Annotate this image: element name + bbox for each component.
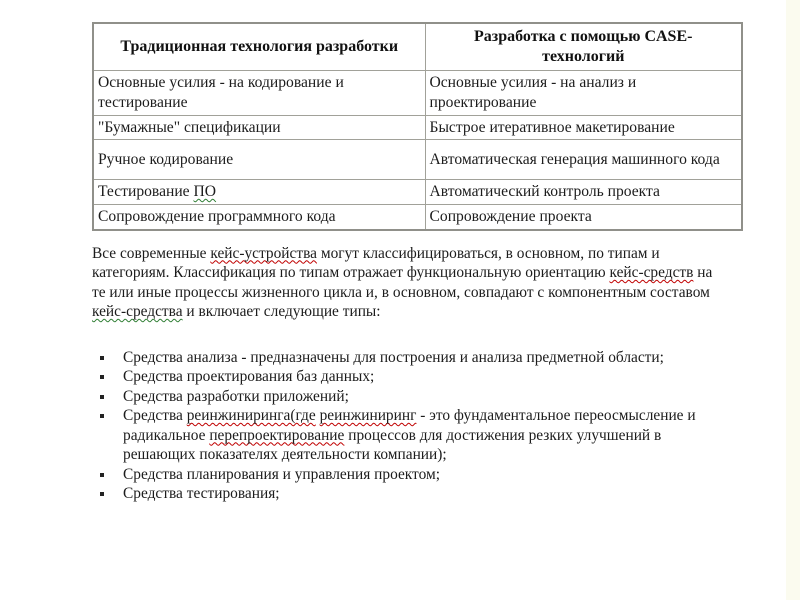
table-row [93, 115, 742, 140]
list-item-text [123, 349, 664, 366]
text-run: Средства планирования и управления проектом; [123, 465, 441, 483]
table-cell [93, 204, 425, 229]
list-item-text [123, 466, 440, 483]
bullet-icon [100, 356, 104, 360]
list-item-text [123, 485, 280, 502]
table-cell [425, 140, 742, 180]
bullet-icon [100, 473, 104, 477]
intro-paragraph [92, 244, 714, 322]
table-header-row [93, 23, 742, 71]
slide-content [92, 22, 752, 504]
text-run: процессов для достижения резких улучшений в решающих показателях деятельности компании); [123, 426, 662, 464]
text-run: Средства проектирования баз данных; [123, 368, 375, 386]
text-run: на те или иные процессы жизненного цикла и, в основном, совпадают с компонентным составом [92, 264, 713, 301]
bullet-icon [100, 395, 104, 399]
text-run: Средства разработки приложений; [123, 387, 349, 405]
text-run: Автоматический контроль проекта [429, 183, 660, 201]
bullet-icon [100, 414, 104, 418]
list-item-text [123, 388, 349, 405]
misspelled-word: кейс-устройства [210, 244, 317, 262]
table-cell [425, 204, 742, 229]
text-run: и включает следующие типы: [182, 303, 381, 321]
bullet-icon [100, 492, 104, 496]
text-run: Средства [123, 407, 187, 425]
table-cell [425, 71, 742, 115]
text-run: Ручное кодирование [98, 150, 234, 168]
misspelled-word: реинжиниринг [319, 407, 417, 425]
list-item [92, 367, 720, 387]
table-cell [425, 180, 742, 205]
list-item-text [123, 368, 374, 385]
text-run: Все современные [92, 244, 211, 262]
text-run: - это фундаментальное переосмысление и радикальное [123, 407, 696, 444]
table-row [93, 180, 742, 205]
misspelled-word: ПО [193, 183, 217, 201]
table-cell [425, 115, 742, 140]
table-body [93, 71, 742, 230]
list-item [92, 348, 720, 368]
text-run: "Бумажные" спецификации [98, 118, 281, 136]
text-run: Быстрое итеративное макетирование [429, 118, 675, 136]
text-run: Автоматическая генерация машинного кода [429, 150, 720, 168]
list-item-text [123, 407, 696, 463]
misspelled-word: кейс-средств [609, 264, 694, 282]
table-cell [93, 115, 425, 140]
text-run: Основные усилия - на анализ и проектирование [429, 74, 637, 111]
table-row [93, 204, 742, 229]
table-cell [93, 140, 425, 180]
list-item [92, 387, 720, 407]
table-cell [93, 180, 425, 205]
text-run: Средства тестирования; [123, 485, 280, 503]
text-run: Основные усилия - на кодирование и тестирование [98, 74, 344, 111]
table-row [93, 71, 742, 115]
list-item [92, 484, 720, 504]
table-row [93, 140, 742, 180]
misspelled-word: реинжиниринга(где [186, 407, 316, 425]
text-run: Средства анализа - предназначены для построения и анализа предметной области; [123, 348, 664, 366]
table-cell [93, 71, 425, 115]
text-run: Сопровождение проекта [429, 207, 592, 225]
text-run: могут классифицироваться, в основном, по типам и категориям. Классификация по типам отражает функциональную ориентацию [92, 244, 660, 282]
text-run: Сопровождение программного кода [98, 207, 336, 225]
case-tools-list [92, 348, 720, 504]
table-header-cell-case: Разработка с помощью CASE-технологий [425, 23, 742, 71]
misspelled-word: перепроектирование [209, 426, 345, 444]
misspelled-word: кейс-средства [92, 303, 183, 321]
table-header-cell-traditional: Традиционная технология разработки [93, 23, 425, 71]
comparison-table [92, 22, 743, 231]
page-edge [786, 0, 800, 600]
list-item [92, 465, 720, 485]
text-run: Тестирование [98, 183, 194, 201]
bullet-icon [100, 375, 104, 379]
list-item [92, 406, 720, 465]
